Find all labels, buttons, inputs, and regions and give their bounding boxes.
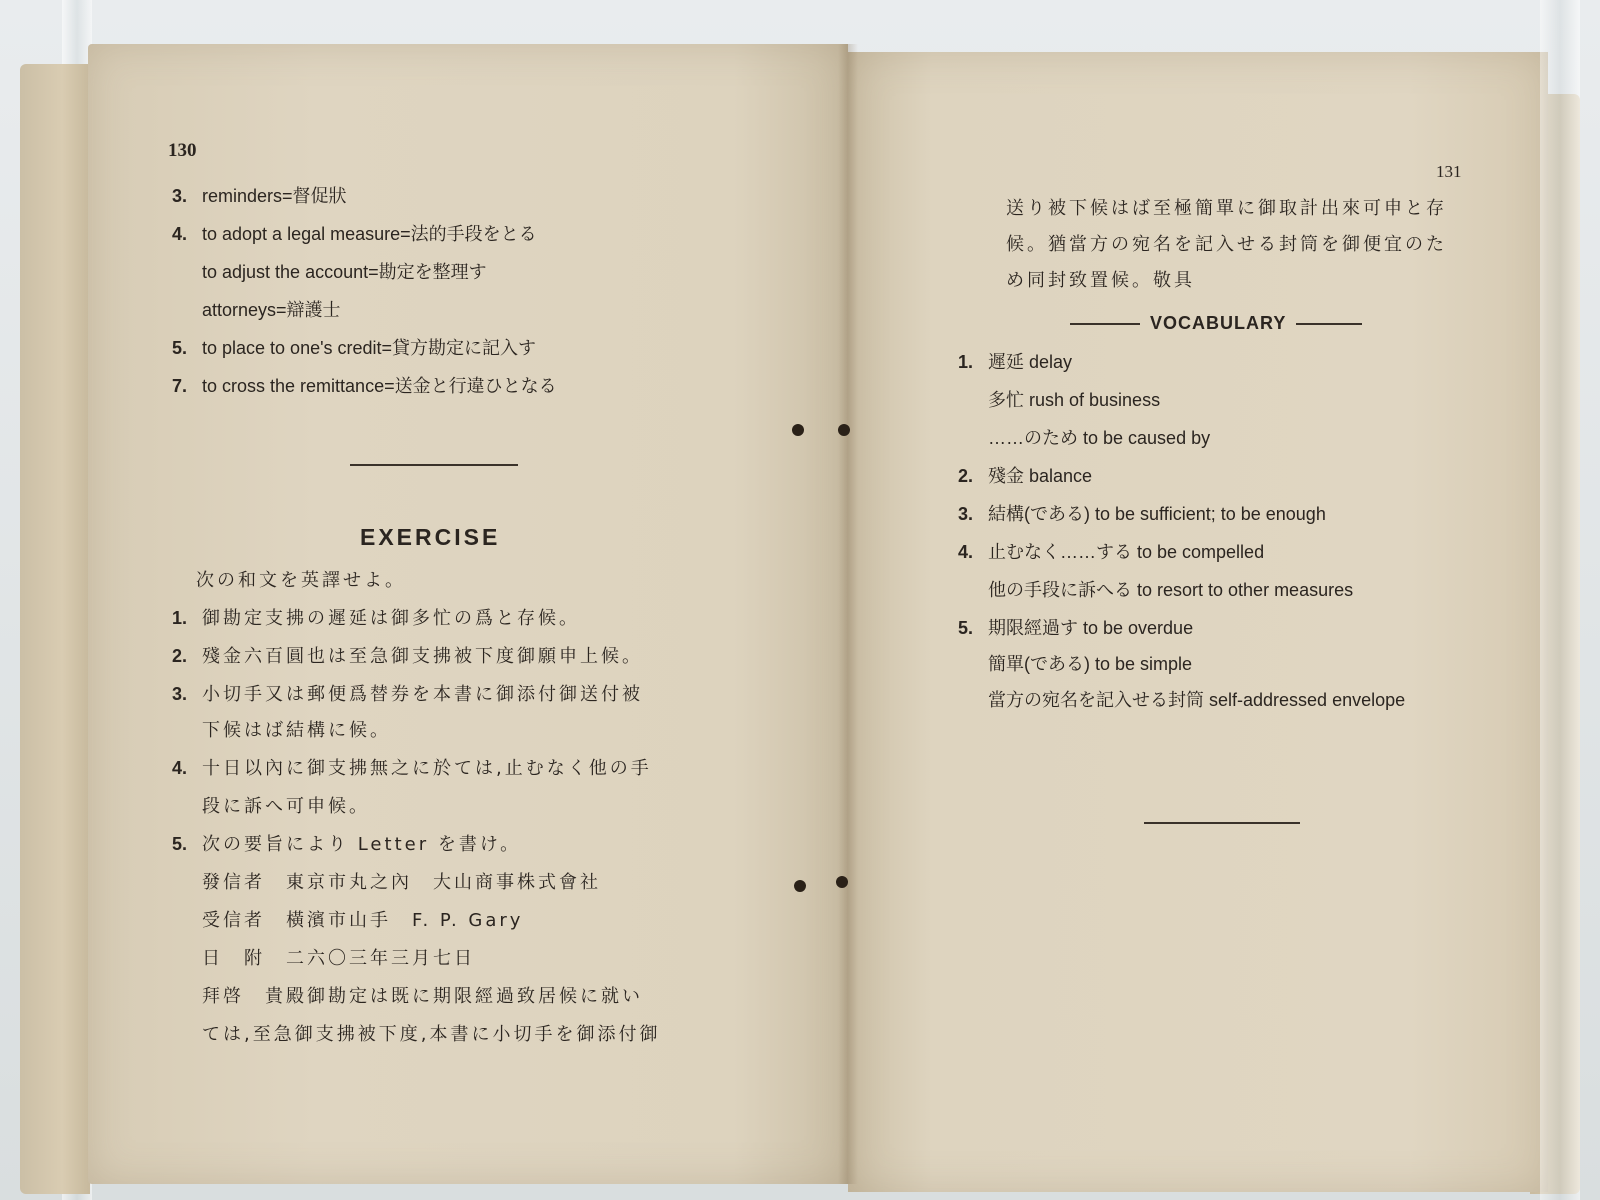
item-number: 3. xyxy=(172,684,188,704)
vocab-text: 止むなく……する to be compelled xyxy=(988,542,1265,562)
item-text: 小切手又は郵便爲替券を本書に御添付御送付被 xyxy=(202,684,643,705)
book-edge-left xyxy=(20,64,90,1194)
continuation-line: 候。猶當方の宛名を記入せる封筒を御便宜のた xyxy=(1006,234,1447,255)
item-number: 5. xyxy=(172,834,188,854)
vocab-text: 遲延 delay xyxy=(988,352,1073,372)
item-text: 十日以內に御支拂無之に於ては,止むなく他の手 xyxy=(202,758,652,779)
item-number: 1. xyxy=(958,352,974,372)
vocab-text: 殘金 balance xyxy=(988,466,1093,486)
item-number: 2. xyxy=(958,466,974,486)
item-text: 次の要旨により Letter を書け。 xyxy=(202,834,522,855)
item-text: 發信者 東京市丸之內 大山商事株式會社 xyxy=(202,872,601,893)
vocab-row xyxy=(958,538,1264,564)
item-number: 5. xyxy=(172,338,188,358)
exercise-item xyxy=(172,944,475,970)
section-divider xyxy=(1144,822,1300,824)
item-number: 5. xyxy=(958,618,974,638)
vocab-row xyxy=(958,424,1210,450)
item-text: ては,至急御支拂被下度,本書に小切手を御添付御 xyxy=(202,1024,661,1045)
page-number-right: 131 xyxy=(1436,162,1462,181)
section-divider xyxy=(350,464,518,466)
vocab-row xyxy=(958,650,1192,676)
glossary-text: to place to one's credit=貸方勘定に記入す xyxy=(202,338,537,358)
exercise-item xyxy=(172,642,643,668)
binding-hole xyxy=(794,880,806,892)
item-number: 3. xyxy=(172,186,188,206)
item-number: 3. xyxy=(958,504,974,524)
vocab-text: 簡單(である) to be simple xyxy=(988,654,1193,674)
exercise-item xyxy=(172,982,643,1008)
glossary-text: to cross the remittance=送金と行違ひとなる xyxy=(202,376,557,396)
exercise-item xyxy=(172,792,370,818)
binding-hole xyxy=(792,424,804,436)
vocab-row xyxy=(958,386,1160,412)
glossary-text: to adopt a legal measure=法的手段をとる xyxy=(202,224,537,244)
exercise-title: EXERCISE xyxy=(360,524,501,550)
binding-hole xyxy=(836,876,848,888)
exercise-item xyxy=(172,680,643,706)
item-text: 受信者 橫濱市山手 F. P. Gary xyxy=(202,910,524,931)
glossary-row xyxy=(172,220,537,246)
vocab-row xyxy=(958,686,1405,712)
item-text: 殘金六百圓也は至急御支拂被下度御願申上候。 xyxy=(202,646,643,667)
vocab-text: 他の手段に訴へる to resort to other measures xyxy=(988,580,1354,600)
exercise-item xyxy=(172,1020,660,1046)
item-number: 4. xyxy=(172,224,188,244)
exercise-item xyxy=(172,906,523,932)
left-page xyxy=(88,44,848,1184)
exercise-item xyxy=(172,754,652,780)
vocab-rule-right xyxy=(1296,323,1362,325)
glossary-row xyxy=(172,334,536,360)
exercise-item xyxy=(172,830,521,856)
glossary-row xyxy=(172,372,557,398)
item-number: 4. xyxy=(172,758,188,778)
glossary-row xyxy=(172,296,341,322)
item-text: 段に訴へ可申候。 xyxy=(202,796,370,817)
vocab-row xyxy=(958,614,1193,640)
glossary-row xyxy=(172,182,347,208)
glossary-text: attorneys=辯護士 xyxy=(202,300,341,320)
item-text: 日 附 二六〇三年三月七日 xyxy=(202,948,475,969)
open-book xyxy=(20,44,1580,1184)
binding-hole xyxy=(838,424,850,436)
vocab-text: 結構(である) to be sufficient; to be enough xyxy=(988,504,1326,524)
book-gutter xyxy=(838,44,858,1184)
vocab-text: 多忙 rush of business xyxy=(988,390,1161,410)
exercise-item xyxy=(172,868,601,894)
glass-holder-right xyxy=(1540,0,1580,1200)
vocab-text: 當方の宛名を記入せる封筒 self-addressed envelope xyxy=(988,690,1406,710)
item-number: 7. xyxy=(172,376,188,396)
vocab-text: ……のため to be caused by xyxy=(988,428,1211,448)
exercise-item xyxy=(172,716,391,742)
item-text: 下候はば結構に候。 xyxy=(202,720,391,741)
vocab-row xyxy=(958,500,1326,526)
glossary-text: reminders=督促狀 xyxy=(202,186,347,206)
vocab-row xyxy=(958,462,1092,488)
continuation-line: め同封致置候。敬具 xyxy=(1006,270,1195,291)
item-number: 2. xyxy=(172,646,188,666)
continuation-line: 送り被下候はば至極簡單に御取計出來可申と存 xyxy=(1006,198,1447,219)
item-text: 拜啓 貴殿御勘定は既に期限經過致居候に就い xyxy=(202,986,643,1007)
item-number: 4. xyxy=(958,542,974,562)
right-page xyxy=(848,52,1548,1192)
vocab-row xyxy=(958,348,1072,374)
vocab-rule-left xyxy=(1070,323,1140,325)
vocabulary-title: VOCABULARY xyxy=(1150,313,1287,333)
vocab-text: 期限經過す to be overdue xyxy=(988,618,1194,638)
item-text: 御勘定支拂の遲延は御多忙の爲と存候。 xyxy=(202,608,580,629)
glossary-row xyxy=(172,258,487,284)
item-number: 1. xyxy=(172,608,188,628)
exercise-instruction: 次の和文を英譯せよ。 xyxy=(196,570,406,591)
vocab-row xyxy=(958,576,1353,602)
page-number-left: 130 xyxy=(168,140,197,161)
glossary-text: to adjust the account=勘定を整理す xyxy=(202,262,487,282)
exercise-item xyxy=(172,604,580,630)
